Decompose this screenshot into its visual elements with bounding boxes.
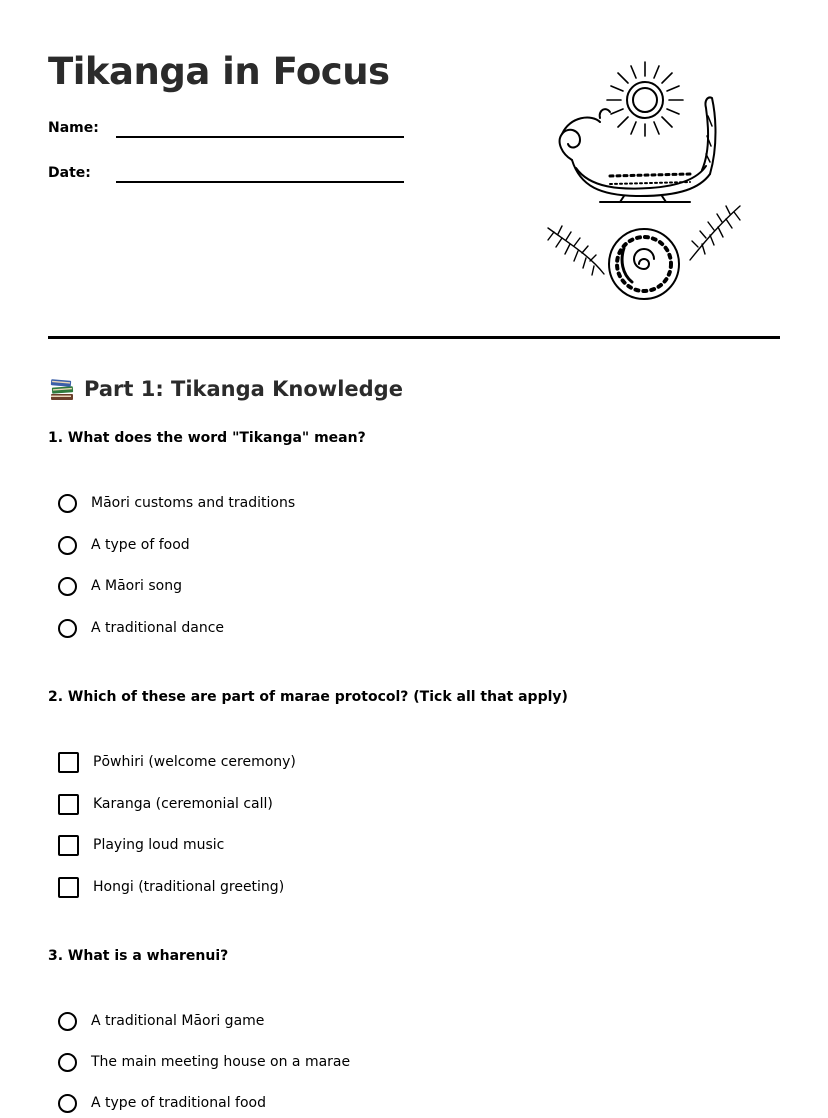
checkbox[interactable]: [58, 835, 79, 856]
fern-right-icon: [690, 206, 740, 260]
q1-option-3[interactable]: [58, 574, 182, 598]
radio-button[interactable]: [58, 619, 77, 638]
radio-button[interactable]: [58, 536, 77, 555]
q2-option-1[interactable]: [58, 750, 296, 774]
question-1: 1. What does the word "Tikanga" mean?: [48, 430, 366, 446]
q3-option-1[interactable]: [58, 1009, 264, 1033]
section-divider: [48, 336, 780, 339]
part-1-title: Part 1: Tikanga Knowledge: [84, 377, 403, 401]
radio-button[interactable]: [58, 494, 77, 513]
q3-option-3[interactable]: [58, 1091, 266, 1115]
option-label: Hongi (traditional greeting): [93, 879, 285, 895]
option-label: A traditional Māori game: [91, 1013, 265, 1029]
checkbox[interactable]: [58, 794, 79, 815]
q3-option-2[interactable]: [58, 1050, 350, 1074]
q2-option-3[interactable]: [58, 833, 224, 857]
name-field[interactable]: [48, 118, 408, 142]
date-label: Date:: [48, 165, 91, 181]
radio-button[interactable]: [58, 1094, 77, 1113]
option-label: A type of food: [91, 537, 190, 553]
question-2: 2. Which of these are part of marae protocol? (Tick all that apply): [48, 689, 568, 705]
checkbox[interactable]: [58, 877, 79, 898]
option-label: The main meeting house on a marae: [91, 1054, 351, 1070]
koru-circle-icon: [609, 229, 679, 299]
radio-button[interactable]: [58, 1012, 77, 1031]
name-line[interactable]: [116, 136, 404, 138]
option-label: Māori customs and traditions: [91, 495, 296, 511]
q2-option-2[interactable]: [58, 792, 273, 816]
books-icon: [48, 375, 76, 403]
q1-option-1[interactable]: [58, 491, 295, 515]
option-label: A traditional dance: [91, 620, 225, 636]
checkbox[interactable]: [58, 752, 79, 773]
fern-left-icon: [548, 226, 604, 275]
option-label: A Māori song: [91, 578, 182, 594]
name-label: Name:: [48, 120, 99, 136]
page-title: Tikanga in Focus: [48, 50, 390, 93]
option-label: A type of traditional food: [91, 1095, 266, 1111]
waka-icon: [560, 97, 716, 202]
date-line[interactable]: [116, 181, 404, 183]
option-label: Pōwhiri (welcome ceremony): [93, 754, 296, 770]
sun-icon: [607, 62, 683, 136]
date-field[interactable]: [48, 163, 408, 187]
option-label: Playing loud music: [93, 837, 225, 853]
part-1-heading: [48, 374, 403, 404]
option-label: Karanga (ceremonial call): [93, 796, 273, 812]
q1-option-4[interactable]: [58, 616, 224, 640]
q2-option-4[interactable]: [58, 875, 284, 899]
radio-button[interactable]: [58, 577, 77, 596]
radio-button[interactable]: [58, 1053, 77, 1072]
question-3: 3. What is a wharenui?: [48, 948, 229, 964]
q1-option-2[interactable]: [58, 533, 190, 557]
waka-sun-koru-icon: [540, 56, 750, 308]
